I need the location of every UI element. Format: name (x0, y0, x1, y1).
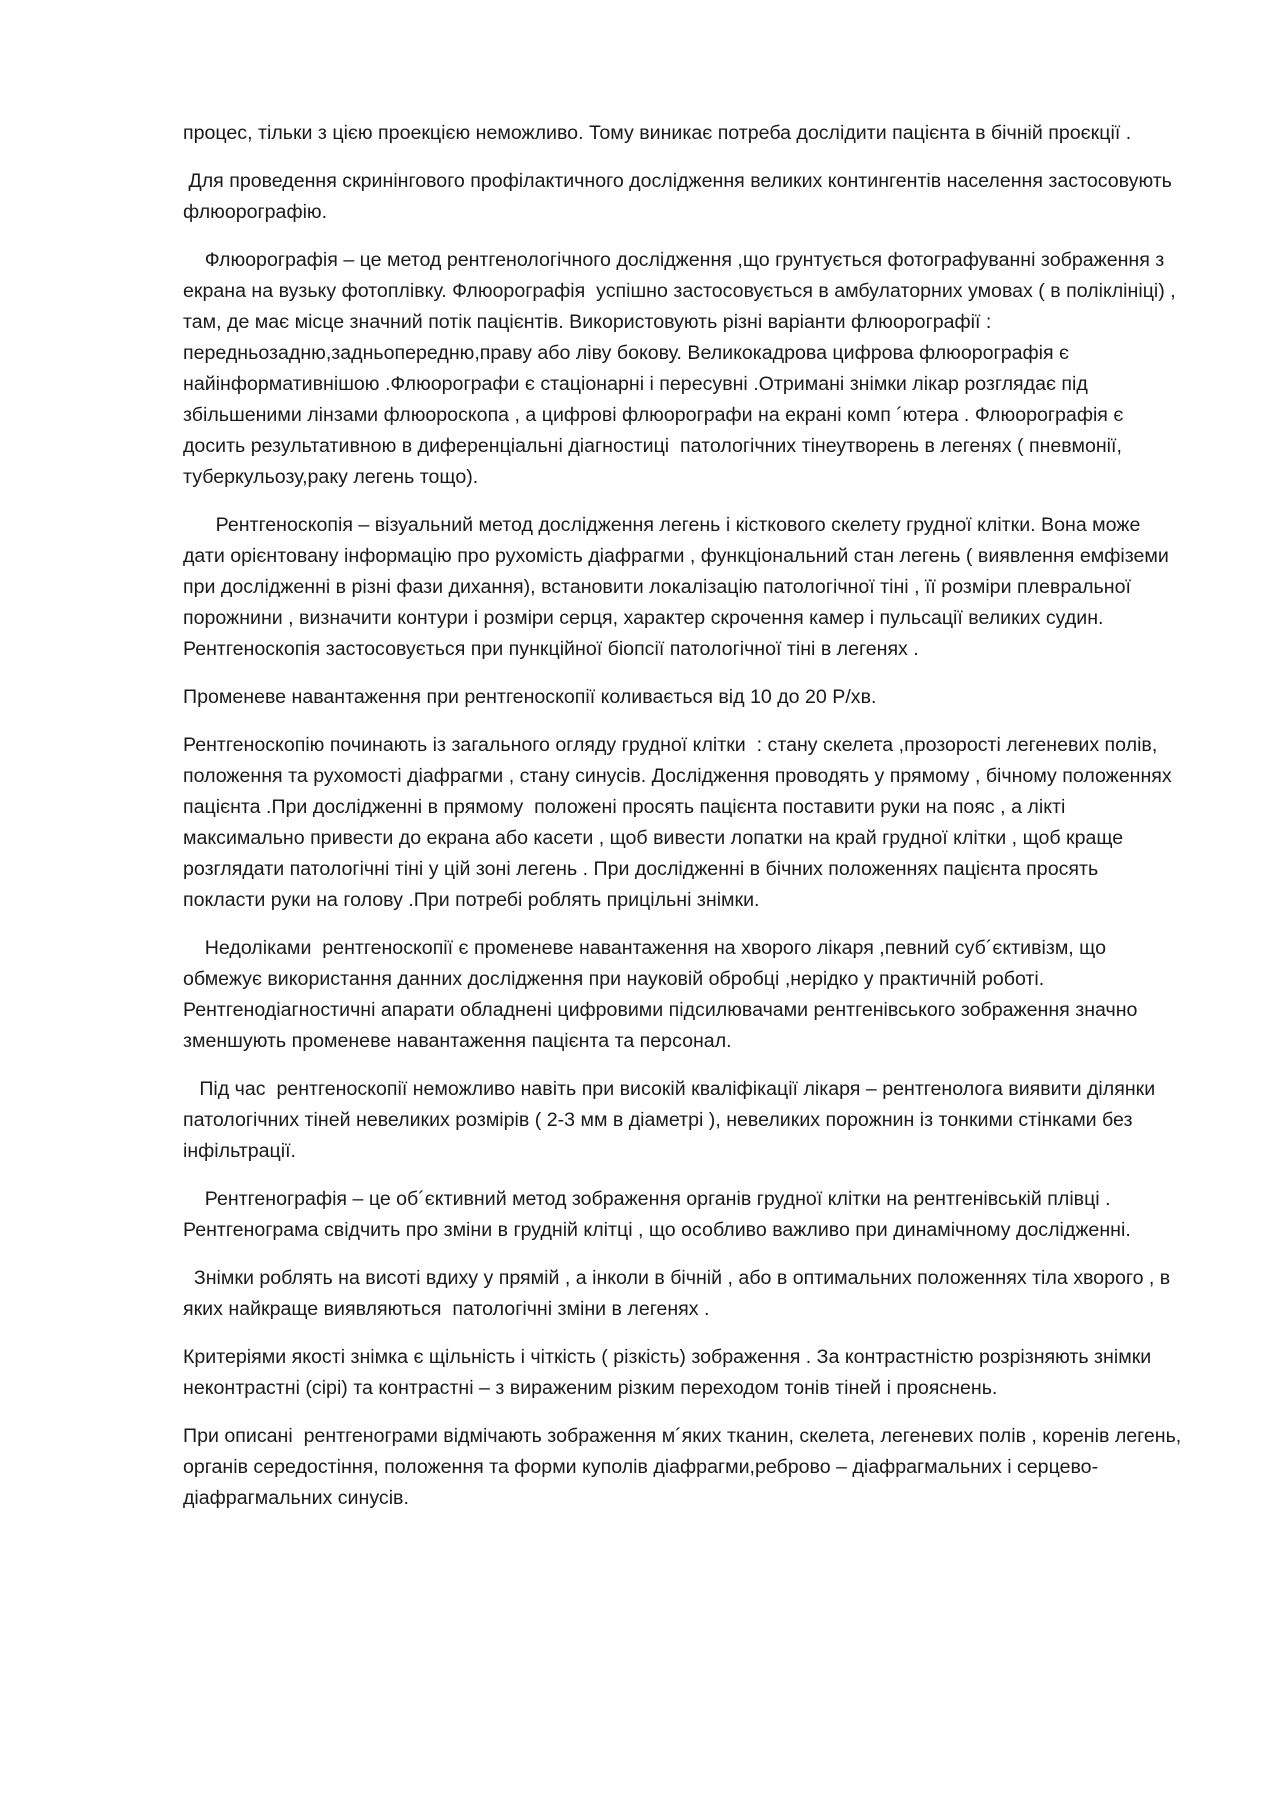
paragraph-12: При описані рентгенограми відмічають зображення м´яких тканин, скелета, легеневих полів , коренів легень, органів середостіння, положення та форми куполів діафрагми,реброво – діафрагмальних і серцево- діафрагмальних синусів. (183, 1425, 1187, 1509)
paragraph-5: Променеве навантаження при рентгеноскопії коливається від 10 до 20 Р/хв. (183, 686, 877, 708)
paragraph-3: Флюорографія – це метод рентгенологічного дослідження ,що грунтується фотографуванні зображення з екрана на вузьку фотоплівку. Флюорографія успішно застосовується в амбулаторних умовах ( в поліклініці) , там, де має місце значний потік пацієнтів. Використовують різні варіанти флюорографії : передньозадню,задньопередню,праву або ліву бокову. Великокадрова цифрова флюорографія є найінформативнішою .Флюорографи є стаціонарні і пересувні .Отримані знімки лікар розглядає під збільшеними лінзами флюороскопа , а цифрові флюорографи на екрані комп ´ютера . Флюорографія є досить результативною в диференціальні діагностиці патологічних тінеутворень в легенях ( пневмонії, туберкульозу,раку легень тощо). (183, 249, 1182, 488)
paragraph-8: Під час рентгеноскопії неможливо навіть при високій кваліфікації лікаря – рентгенолога виявити ділянки патологічних тіней невеликих розмірів ( 2-3 мм в діаметрі ), невеликих порожнин із тонкими стінками без інфільтрації. (183, 1078, 1161, 1162)
paragraph-6: Рентгеноскопію починають із загального огляду грудної клітки : стану скелета ,прозорості легеневих полів, положення та рухомості діафрагми , стану синусів. Дослідження проводять у прямому , бічному положеннях пацієнта .При дослідженні в прямому положені просять пацієнта поставити руки на пояс , а лікті максимально привести до екрана або касети , щоб вивести лопатки на край грудної клітки , щоб краще розглядати патологічні тіні у цій зоні легень . При дослідженні в бічних положеннях пацієнта просять покласти руки на голову .При потребі роблять прицільні знімки. (183, 734, 1178, 911)
paragraph-1: процес, тільки з цією проекцією неможливо. Тому виникає потреба дослідити пацієнта в бічній проєкції . (183, 122, 1132, 144)
paragraph-9: Рентгенографія – це об´єктивний метод зображення органів грудної клітки на рентгенівській плівці . Рентгенограма свідчить про зміни в грудній клітці , що особливо важливо при динамічному дослідженні. (183, 1188, 1131, 1241)
paragraph-10: Знімки роблять на висоті вдиху у прямій , а інколи в бічній , або в оптимальних положеннях тіла хворого , в яких найкраще виявляються патологічні зміни в легенях . (183, 1267, 1176, 1320)
paragraph-7: Недоліками рентгеноскопії є променеве навантаження на хворого лікаря ,певний суб´єктивізм, що обмежує використання данних дослідження при науковій обробці ,нерідко у практичній роботі. Рентгенодіагностичні апарати обладнені цифровими підсилювачами рентгенівського зображення значно зменшують променеве навантаження пацієнта та персонал. (183, 937, 1143, 1052)
paragraph-11: Критеріями якості знімка є щільність і чіткість ( різкість) зображення . За контрастністю розрізняють знімки неконтрастні (сірі) та контрастні – з вираженим різким переходом тонів тіней і прояснень. (183, 1346, 1157, 1399)
paragraph-4: Рентгеноскопія – візуальний метод дослідження легень і кісткового скелету грудної клітки. Вона може дати орієнтовану інформацію про рухомість діафрагми , функціональний стан легень ( виявлення емфіземи при дослідженні в різні фази дихання), встановити локалізацію патологічної тіні , її розміри плевральної порожнини , визначити контури і розміри серця, характер скрочення камер і пульсації великих судин. Рентгеноскопія застосовується при пункційної біопсії патологічної тіні в легенях . (183, 514, 1175, 660)
paragraph-2: Для проведення скринінгового профілактичного дослідження великих контингентів населення застосовують флюорографію. (183, 170, 1178, 223)
document-body (183, 118, 1187, 1531)
